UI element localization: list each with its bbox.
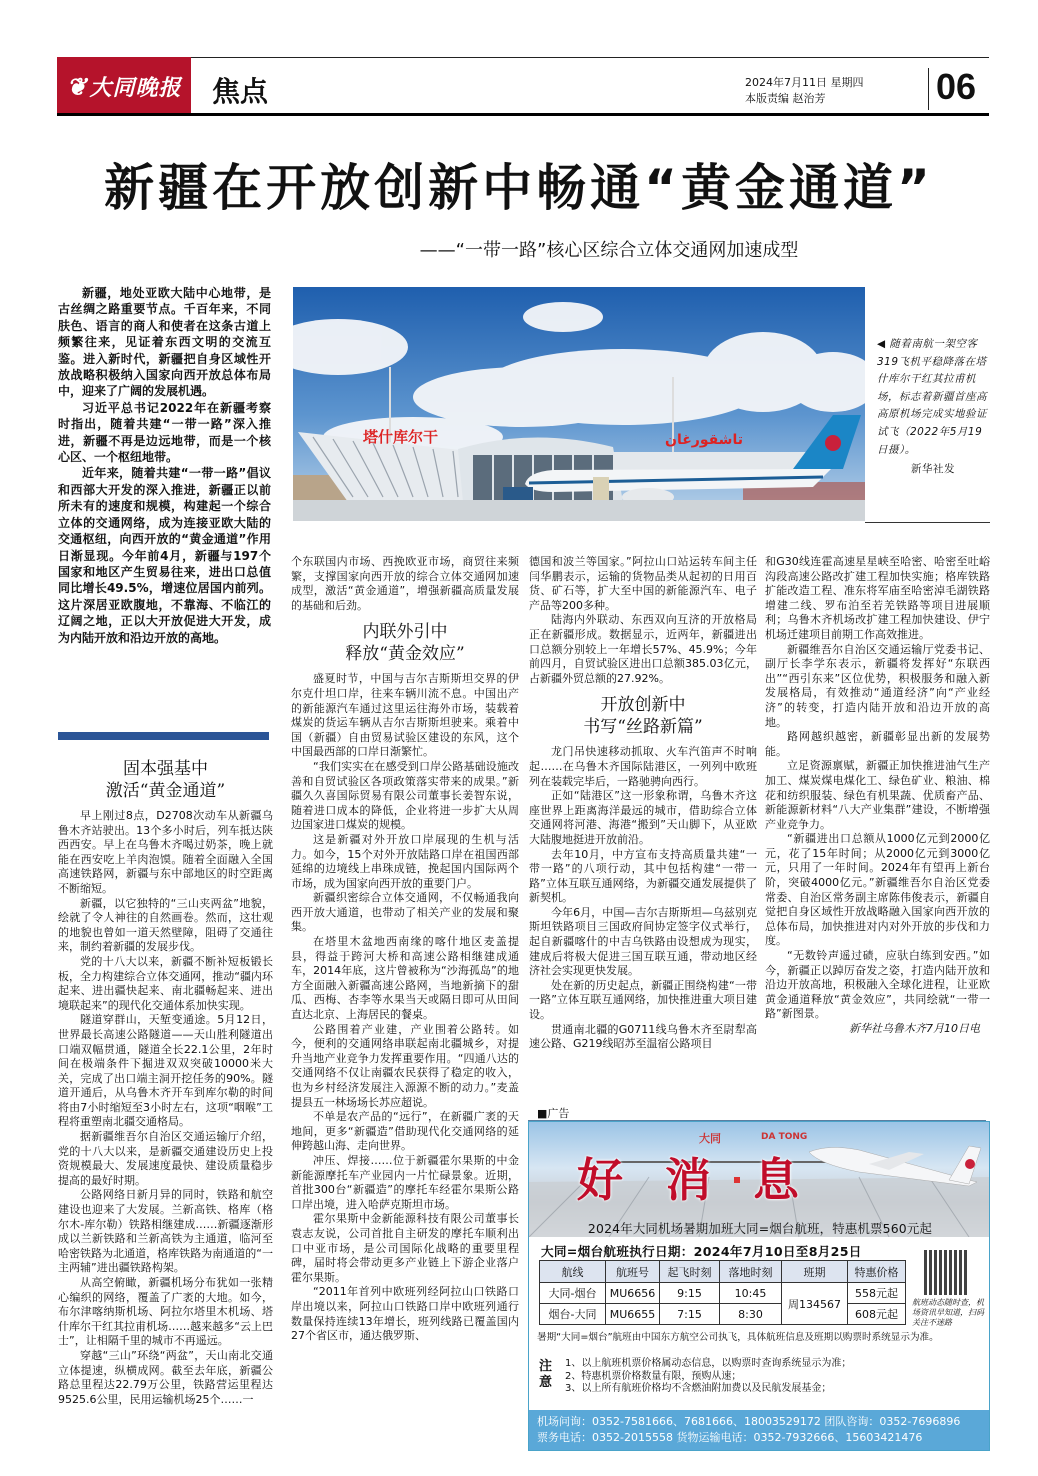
ad-brand: 大同 [699,1132,721,1145]
column-header: 班期 [782,1261,848,1283]
section3-column [529,555,757,1052]
paragraph: 和G30线连霍高速星星峡至哈密、哈密至吐峪沟段高速公路改扩建工程加快实施；格库铁路扩能改造工程、准东将军庙至哈密淖毛湖铁路增建二线、罗布泊至若羌铁路等项目进展顺利；乌鲁木齐机场改扩建工程加快建设、伊宁机场迁建项目前期工作高效推进。 [765,555,990,641]
paragraph: “2011年首列中欧班列经阿拉山口铁路口岸出境以来，阿拉山口铁路口岸中欧班列通行数量保持连续13年增长，班列线路已覆盖国内27个省区市，通达俄罗斯、 [291,1285,519,1343]
paragraph: 霍尔果斯中金新能源科技有限公司董事长袁志友说，公司首批自主研发的摩托车顺利出口中亚市场，是公司国际化战略的重要里程碑，届时将会带动更多产业链上下游企业落户霍尔果斯。 [291,1212,519,1284]
lead-paragraph: 新疆，地处亚欧大陆中心地带，是古丝绸之路重要节点。千百年来，不同肤色、语言的商人和使者在这条古道上频繁往来，见证着东西文明的交流互鉴。进入新时代，新疆把自身区域性开放战略积极纳入国家向西开放总体布局中，迎来了广阔的发展机遇。 [58,286,271,399]
paragraph: 盛夏时节，中国与吉尔吉斯斯坦交界的伊尔克什坦口岸，往来车辆川流不息。中国出产的新能源汽车通过这里运往海外市场，装载着煤炭的货运车辆从吉尔吉斯斯坦驶来。乘着中国（新疆）自由贸易试验区建设的东风，这个中国最西部的口岸日渐繁忙。 [291,672,519,759]
price-cell: 558元起 [848,1283,906,1304]
qr-note: 航班动态随时查，机场资讯早知道，扫码关注不迷路 [912,1298,984,1327]
paragraph: 公路围着产业建，产业围着公路转。如今，便利的交通网络串联起南北疆城乡，对提升当地产业竞争力发挥重要作用。“四通八达的交通网络不仅让南疆农民获得了稳定的收入，也为乡村经济发展注入源源不断的动力。”麦盖提县五一林场场长苏应超说。 [291,1022,519,1109]
masthead-rule [57,113,989,116]
section3-title-line2: 书写“丝路新篇” [583,717,703,738]
lead-column [58,285,271,646]
paragraph: “无数铃声遥过碛，应驮白练到安西。”如今，新疆正以踔厉奋发之姿，打造内陆开放和沿边开放高地，积极融入全球化进程，让亚欧黄金通道释放“黄金效应”，共同绘就“一带一路”新图景。 [765,949,990,1021]
flight-cell: MU6656 [606,1283,660,1304]
table-row [540,1304,906,1325]
paragraph: 正如“陆港区”这一形象称谓，乌鲁木齐这座世界上距离海洋最远的城市，借助综合立体交通网将河港、海港“搬到”天山脚下，从亚欧大陆腹地挺进开放前沿。 [529,789,757,846]
price-cell: 608元起 [848,1304,906,1325]
notice-item: 1、以上航班机票价格属动态信息，以购票时查询系统显示为准； [565,1358,852,1369]
date-info [745,75,864,107]
paragraph: 德国和波兰等国家。”阿拉山口站运转车间主任闫华鹏表示，运输的货物品类从起初的日用百货、矿石等，扩大至中国的新能源汽车、电子产品等200多种。 [529,555,757,612]
depart-cell: 9:15 [660,1283,720,1304]
table-header-row [540,1261,906,1283]
ad-notice [537,1358,983,1396]
paragraph: 新疆织密综合立体交通网，不仅畅通我向西开放大通道，也带动了相关产业的发展和聚集。 [291,891,519,934]
column-header: 航线 [540,1261,606,1283]
column-header: 特惠价格 [848,1261,906,1283]
paragraph: 陆海内外联动、东西双向互济的开放格局正在新疆形成。数据显示，近两年，新疆进出口总额分别较上一年增长57%、45.9%；今年前四月，自贸试验区进出口总额385.03亿元，占新疆外贸总额的27.92%。 [529,613,757,685]
airline-advertisement[interactable] [528,1121,990,1451]
paragraph: 在塔里木盆地西南缘的喀什地区麦盖提县，得益于跨河大桥和高速公路相继建成通车，2014年底，这片曾被称为“沙海孤岛”的地方全面融入新疆高速公路网，当地新摘下的甜瓜、西梅、杏李等水果当天或隔日即可从田间直达北京、上海居民的餐桌。 [291,935,519,1022]
lead-paragraph: 近年来，随着共建“一带一路”倡议和西部大开发的深入推进，新疆正以前所未有的速度和规模，构建起一个综合立体的交通网络，成为连接亚欧大陆的交通枢纽，向西开放的“黄金通道”作用日渐显现。今年前4月，新疆与197个国家和地区产生贸易往来，进出口总值同比增长49.5%，增速位居国内前列。这片深居亚欧腹地，不靠海、不临江的辽阔之地，正以大开放促进大开发，成为内陆开放和沿边开放的高地。 [58,466,271,645]
headline: 新疆在开放创新中畅通“黄金通道” [104,159,934,217]
paragraph: 新疆，以它独特的“三山夹两盆”地貌，绘就了令人神往的自然画卷。然而，这壮观的地貌也曾如一道天然壁障，阻碍了交通往来，制约着新疆的发展步伐。 [58,896,273,954]
section2-title-line1: 内联外引中 [362,622,448,643]
paragraph: 穿越“三山”环绕“两盆”，天山南北交通立体提速，纵横成网。截至去年底，新疆公路总里程达22.79万公里，铁路营运里程达9525.6公里，民用运输机场25个……一 [58,1348,273,1406]
section2-column [291,555,519,1344]
qr-code-icon[interactable] [924,1250,967,1295]
ad-note: 暑期“大同=烟台”航班由中国东方航空公司执飞，具体航班信息及班期以购票时系统显示为准。 [537,1332,939,1343]
paragraph: 路网越织越密，新疆彰显出新的发展势能。 [765,730,990,758]
column-header: 航班号 [606,1261,660,1283]
page-editor: 本版责编 赵治芳 [745,92,826,105]
table-row [540,1283,906,1304]
paragraph: 个东联国内市场、西挽欧亚市场，商贸往来频繁，支撑国家向西开放的综合立体交通网加速成型，激活“黄金通道”，增强新疆高质量发展的基础和后劲。 [291,555,519,612]
issue-date: 2024年7月11日 星期四 [745,76,864,89]
column-header: 起飞时刻 [660,1261,720,1283]
paragraph: 据新疆维吾尔自治区交通运输厅介绍，党的十八大以来，是新疆交通建设历史上投资规模最大、发展速度最快、建设质量稳步提高的最好时期。 [58,1130,273,1187]
paragraph: 隧道穿群山，天堑变通途。5月12日，世界最长高速公路隧道——天山胜利隧道出口端双幅贯通，隧道全长22.1公里，2年时间在极端条件下掘进双双突破10000米大关，完成了出口端主洞开挖任务的90%。隧道开通后，从乌鲁木齐开车到库尔勒的时间将由7小时缩短至3小时左右，这项“咽喉”工程将重塑南北疆交通格局。 [58,1013,273,1129]
paragraph: 不单是农产品的“远行”，在新疆广袤的天地间，更多“新疆造”借助现代化交通网络的延伸跨越山海、走向世界。 [291,1110,519,1153]
ad-banner [529,1122,990,1237]
paragraph: “我们实实在在感受到口岸公路基础设施改善和自贸试验区各项政策落实带来的成果。”新疆久久喜国际贸易有限公司董事长姜智东说，随着进口成本的降低，企业将进一步扩大从周边国家进口煤炭的规模。 [291,759,519,832]
flight-table [539,1260,906,1325]
paragraph: 党的十八大以来，新疆不断补短板锻长板，全力构建综合立体交通网，推动“疆内环起来、进出疆快起来、南北疆畅起来、进出境联起来”的现代化交通体系加快实现。 [58,954,273,1012]
notice-label: 注意 [539,1359,553,1390]
ad-title: 好消息 [577,1153,841,1207]
photo-credit: 新华社发 [911,463,955,476]
ad-dates: 大同=烟台航班执行日期：2024年7月10日至8月25日 [541,1244,862,1259]
flame-icon: ❦ [66,71,88,101]
photo-caption [877,336,989,479]
newspaper-logo[interactable] [57,57,191,115]
section-divider-bar [58,732,269,740]
notice-item: 2、特惠机票价格数量有限，预购从速； [565,1370,742,1382]
paragraph: 立足资源禀赋，新疆正加快推进油气生产加工、煤炭煤电煤化工、绿色矿业、粮油、棉花和纺织服装、绿色有机果蔬、优质畜产品、新能源新材料“八大产业集群”建设，不断增强产业竞争力。 [765,759,990,831]
paragraph: 这是新疆对外开放口岸展现的生机与活力。如今，15个对外开放陆路口岸在祖国西部延绵的边境线上串珠成链，挽起国内国际两个市场，成为国家向西开放的重要门户。 [291,832,519,890]
paragraph: 贯通南北疆的G0711线乌鲁木齐至尉犁高速公路、G219线昭苏至温宿公路项目 [529,1022,757,1051]
ad-brand-en: DA TONG [761,1132,808,1142]
paragraph: “新疆进出口总额从1000亿元到2000亿元，花了15年时间；从2000亿元到3000亿元，只用了一年时间。2024年有望再上新台阶，突破4000亿元。”新疆维吾尔自治区党委常委、自治区常务副主席陈伟俊表示，新疆自觉把自身区域性开放战略融入国家向西开放的总体布局，加快推进对内对外开放的步伐和力度。 [765,832,990,948]
route-cell: 大同-烟台 [540,1283,606,1304]
notice-item: 3、以上所有航班价格均不含燃油附加费以及民航发展基金； [565,1383,832,1395]
paragraph: 公路网络日新月异的同时，铁路和航空建设也迎来了大发展。兰新高铁、格库（格尔木-库尔勒）铁路相继建成……新疆逐渐形成以兰新铁路和兰新高铁为主通道，临河至哈密铁路为北通道，格库铁路为南通道的“一主两辅”进出疆铁路构架。 [58,1188,273,1275]
page-number: 06 [936,66,977,107]
caption-text: ◀ 随着南航一架空客319飞机平稳降落在塔什库尔干红其拉甫机场，标志着新疆首座高高原机场完成实地验证试飞（2022年5月19日摄）。 [877,338,987,456]
lead-paragraph: 习近平总书记2022年在新疆考察时指出，随着共建“一带一路”深入推进，新疆不再是边远地带，而是一个核心区、一个枢纽地带。 [58,400,271,465]
ad-headline: 2024年大同机场暑期加班大同=烟台航班，特惠机票560元起 [587,1221,933,1236]
paragraph: 去年10月，中方宣布支持高质量共建“一带一路”的八项行动，其中包括构建“一带一路”立体互联互通网络，为新疆交通发展提供了新契机。 [529,847,757,905]
paragraph: 龙门吊快速移动抓取、火车汽笛声不时响起……在乌鲁木齐国际陆港区，一列列中欧班列在装载完毕后，一路驰骋向西行。 [529,745,757,788]
divider [928,68,929,110]
contact-bar [529,1410,990,1451]
paragraph: 冲压、焊接……位于新疆霍尔果斯的中金新能源摩托车产业园内一片忙碌景象。近期，首批300台“新疆造”的摩托车经霍尔果斯公路口岸出境，进入哈萨克斯坦市场。 [291,1153,519,1211]
subheadline: ——“一带一路”核心区综合立体交通网加速成型 [419,240,799,261]
column-header: 落地时刻 [720,1261,782,1283]
section3-title-line1: 开放创新中 [600,695,686,716]
airport-photo-illustration [293,287,865,521]
ad-label: ■广告 [537,1107,570,1120]
section4-column [765,555,990,1037]
sign-left: 塔什库尔干 [363,428,439,446]
paragraph: 新疆维吾尔自治区交通运输厅党委书记、副厅长李学东表示，新疆将发挥好“东联西出”“西引东来”区位优势，积极服务和融入新发展格局，有效推动“通道经济”向“产业经济”的转变，打造内陆开放和沿边开放的高地。 [765,642,990,729]
section2-title [291,621,519,665]
section1-title-line2: 激活“黄金通道” [105,781,226,801]
paragraph: 从高空俯瞰，新疆机场分布犹如一张精心编织的网络，覆盖了广袤的大地。如今，布尔津喀纳斯机场、阿拉尔塔里木机场、塔什库尔干红其拉甫机场……越来越多“云上巴士”，让相隔千里的城市不再遥远。 [58,1276,273,1348]
flight-cell: MU6655 [606,1304,660,1325]
section3-title [529,694,757,738]
arrive-cell: 10:45 [720,1283,782,1304]
section1-title-line1: 固本强基中 [123,759,208,779]
section1-column [58,750,273,1407]
depart-cell: 7:15 [660,1304,720,1325]
logo-text: 大同晚报 [89,74,182,101]
section-name: 焦点 [212,75,269,108]
section1-title [58,758,273,802]
byline: 新华社乌鲁木齐7月10日电 [849,1022,980,1035]
paragraph: 早上刚过8点，D2708次动车从新疆乌鲁木齐站驶出。13个多小时后，列车抵达陕西西安。早上在乌鲁木齐喝过奶茶，晚上就能在西安吃上羊肉泡馍。随着全面融入全国高速铁路网，新疆与东中部地区的时空距离不断缩短。 [58,809,273,895]
contact-line: 机场问询：0352-7581666、7681666、18003529172 团队咨询：0352-7696896 [537,1415,961,1428]
caption-rule [865,522,990,523]
section2-title-line2: 释放“黄金效应” [345,644,465,665]
sign-right: تاشقورغان [665,432,743,448]
paragraph: 今年6月，中国—吉尔吉斯斯坦—乌兹别克斯坦铁路项目三国政府间协定签字仪式举行，起自新疆喀什的中吉乌铁路由设想成为现实，建成后将极大促进三国互联互通，带动地区经济社会实现更快发展。 [529,905,757,978]
contact-line: 票务电话：0352-2015558 货物运输电话：0352-7932666、15603421476 [537,1431,923,1444]
airport-photo[interactable] [293,287,865,521]
schedule-cell: 周134567 [782,1283,848,1325]
arrive-cell: 8:30 [720,1304,782,1325]
route-cell: 烟台-大同 [540,1304,606,1325]
paragraph: 处在新的历史起点，新疆正围绕构建“一带一路”立体互联互通网络，加快推进重大项目建设。 [529,978,757,1022]
